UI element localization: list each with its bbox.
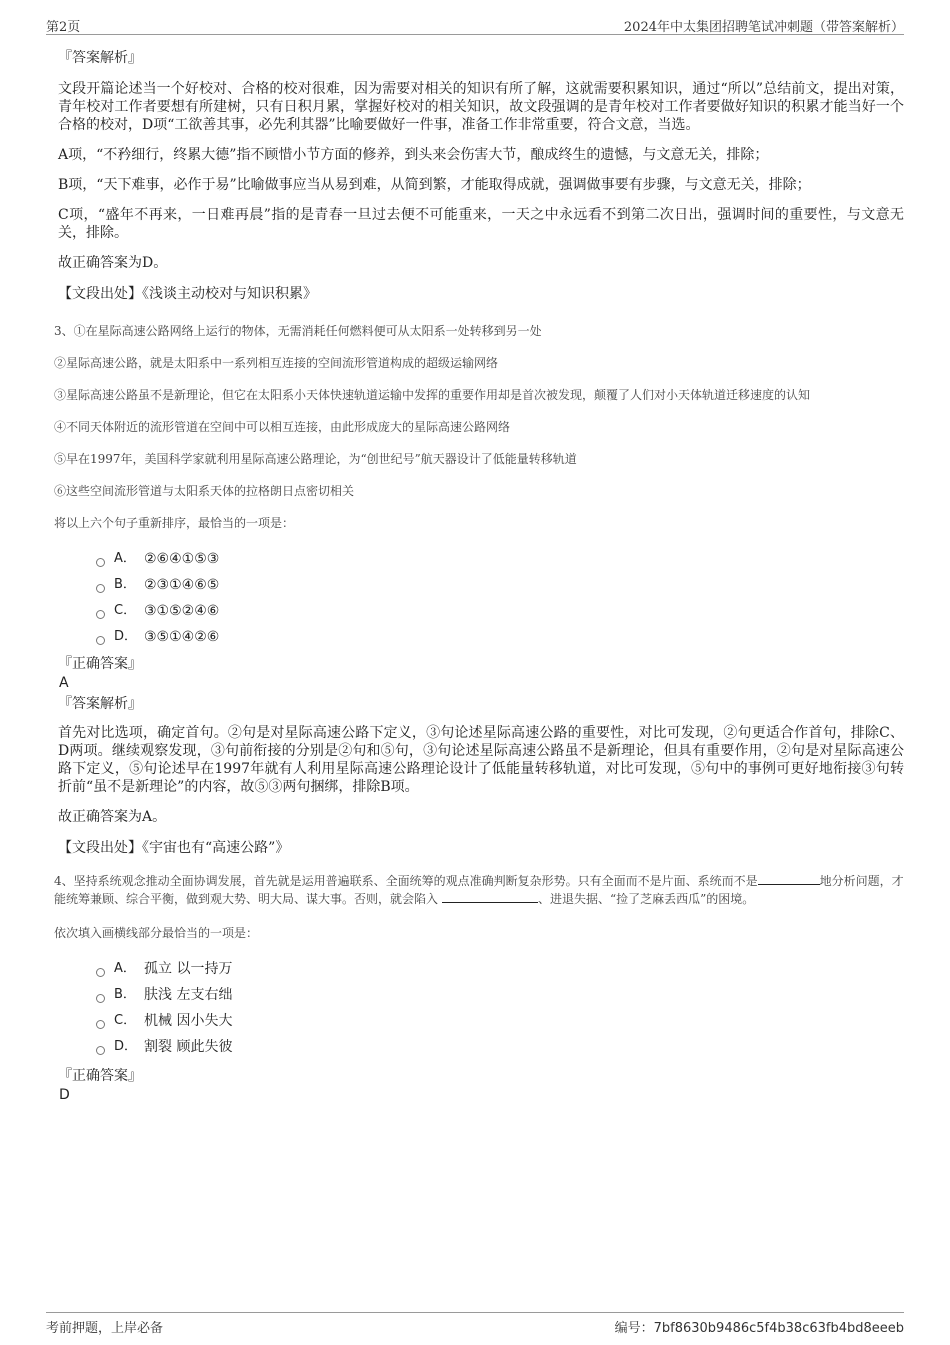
q3-sentence-2: ②星际高速公路，就是太阳系中一系列相互连接的空间流形管道构成的超级运输网络 [54, 356, 499, 370]
q4-blank-1 [758, 872, 820, 885]
q3-option-c[interactable]: C． ③①⑤②④⑥ [96, 598, 904, 624]
radio-icon[interactable] [96, 610, 105, 619]
page-footer [46, 1312, 904, 1335]
q4-option-d[interactable]: D． 割裂 顾此失彼 [96, 1034, 904, 1060]
q3-sentence-4: ④不同天体附近的流形管道在空间中可以相互连接，由此形成庞大的星际高速公路网络 [54, 420, 511, 434]
footer-slogan: 考前押题，上岸必备 [46, 1321, 164, 1336]
q3-options [96, 546, 904, 650]
radio-icon[interactable] [96, 584, 105, 593]
q4-option-c[interactable]: C． 机械 因小失大 [96, 1008, 904, 1034]
radio-icon[interactable] [96, 968, 105, 977]
q4-options [96, 956, 904, 1060]
q3-option-d[interactable]: D． ③⑤①④②⑥ [96, 624, 904, 650]
q4-option-a[interactable]: A． 孤立 以一持万 [96, 956, 904, 982]
q3-sentence-6: ⑥这些空间流形管道与太阳系天体的拉格朗日点密切相关 [54, 484, 355, 498]
q2-analysis-paragraph-4: C项，“盛年不再来，一日难再晨”指的是青春一旦过去便不可能重来，一天之中永远看不到第二次日出，强调时间的重要性，与文意无关，排除。 [58, 207, 904, 241]
radio-icon[interactable] [96, 1020, 105, 1029]
q3-answer-label: 『正确答案』 [58, 656, 142, 672]
q3-analysis: 首先对比选项，确定首句。②句是对星际高速公路下定义，③句论述星际高速公路的重要性，对比可发现，②句更适合作首句，排除C、D两项。继续观察发现，③句前衔接的分别是②句和⑤句，③句论述星际高速公路虽不是新理论，但具有重要作用，②句是对星际高速公路下定义，⑤句论述早在1997年就有人利用星际高速公路理论设计了低能量转移轨道，对比可发现，⑤句中的事例可更好地衔接③句转折前“虽不是新理论”的内容，故⑤③两句捆绑，排除B项。 [58, 725, 904, 795]
q3-answer: A [59, 675, 69, 691]
radio-icon[interactable] [96, 994, 105, 1003]
radio-icon[interactable] [96, 636, 105, 645]
q3-prompt: 将以上六个句子重新排序，最恰当的一项是： [54, 516, 295, 530]
q3-option-b[interactable]: B． ②③①④⑥⑤ [96, 572, 904, 598]
q4-option-b[interactable]: B． 肤浅 左支右绌 [96, 982, 904, 1008]
q3-sentence-3: ③星际高速公路虽不是新理论，但它在太阳系小天体快速轨道运输中发挥的重要作用却是首次被发现，颠覆了人们对小天体轨道迁移速度的认知 [54, 388, 811, 402]
radio-icon[interactable] [96, 1046, 105, 1055]
q2-analysis-paragraph-1: 文段开篇论述当一个好校对、合格的校对很难，因为需要对相关的知识有所了解，这就需要积累知识，通过“所以”总结前文，提出对策，青年校对工作者要想有所建树，只有日积月累，掌握好校对的相关知识，故文段强调的是青年校对工作者要做好知识的积累才能当好一个合格的校对，D项“工欲善其事，必先利其器”比喻要做好一件事，准备工作非常重要，符合文意，当选。 [58, 81, 904, 133]
q3-conclusion: 故正确答案为A。 [58, 809, 167, 825]
q3-sentence-5: ⑤早在1997年，美国科学家就利用星际高速公路理论，为“创世纪号”航天器设计了低能量转移轨道 [54, 452, 577, 466]
q2-analysis-label: 『答案解析』 [58, 50, 142, 66]
q3-sentence-1: 3、①在星际高速公路网络上运行的物体，无需消耗任何燃料便可从太阳系一处转移到另一处 [54, 324, 542, 338]
q4-answer-label: 『正确答案』 [58, 1068, 142, 1084]
radio-icon[interactable] [96, 558, 105, 567]
document-code: 编号：7bf8630b9486c5f4b38c63fb4bd8eeeb [614, 1321, 904, 1336]
q4-prompt: 依次填入画横线部分最恰当的一项是： [54, 926, 259, 940]
page-header [46, 14, 904, 35]
document-title: 2024年中太集团招聘笔试冲刺题（带答案解析） [623, 20, 904, 35]
q2-analysis-paragraph-2: A项，“不矜细行，终累大德”指不顾惜小节方面的修养，到头来会伤害大节，酿成终生的遗憾，与文意无关，排除； [58, 147, 769, 163]
q2-conclusion: 故正确答案为D。 [58, 255, 168, 271]
q3-analysis-label: 『答案解析』 [58, 696, 142, 712]
q4-answer: D [59, 1087, 70, 1103]
q4-blank-2 [442, 890, 538, 903]
page-number: 第2页 [46, 20, 81, 35]
q2-source: 【文段出处】《浅谈主动校对与知识积累》 [58, 286, 317, 302]
q4-stem: 4、坚持系统观念推动全面协调发展，首先就是运用普遍联系、全面统筹的观点准确判断复杂形势。只有全面而不是片面、系统而不是 地分析问题，才能统筹兼顾、综合平衡，做到观大势、明大局、谋大事。否则，就会陷入 、进退失据、“捡了芝麻丢西瓜”的困境。 [54, 874, 904, 906]
q2-analysis-paragraph-3: B项，“天下难事，必作于易”比喻做事应当从易到难，从简到繁，才能取得成就，强调做事要有步骤，与文意无关，排除； [58, 177, 811, 193]
page-content [54, 48, 904, 1104]
q3-option-a[interactable]: A． ②⑥④①⑤③ [96, 546, 904, 572]
q3-source: 【文段出处】《宇宙也有“高速公路”》 [58, 840, 290, 856]
